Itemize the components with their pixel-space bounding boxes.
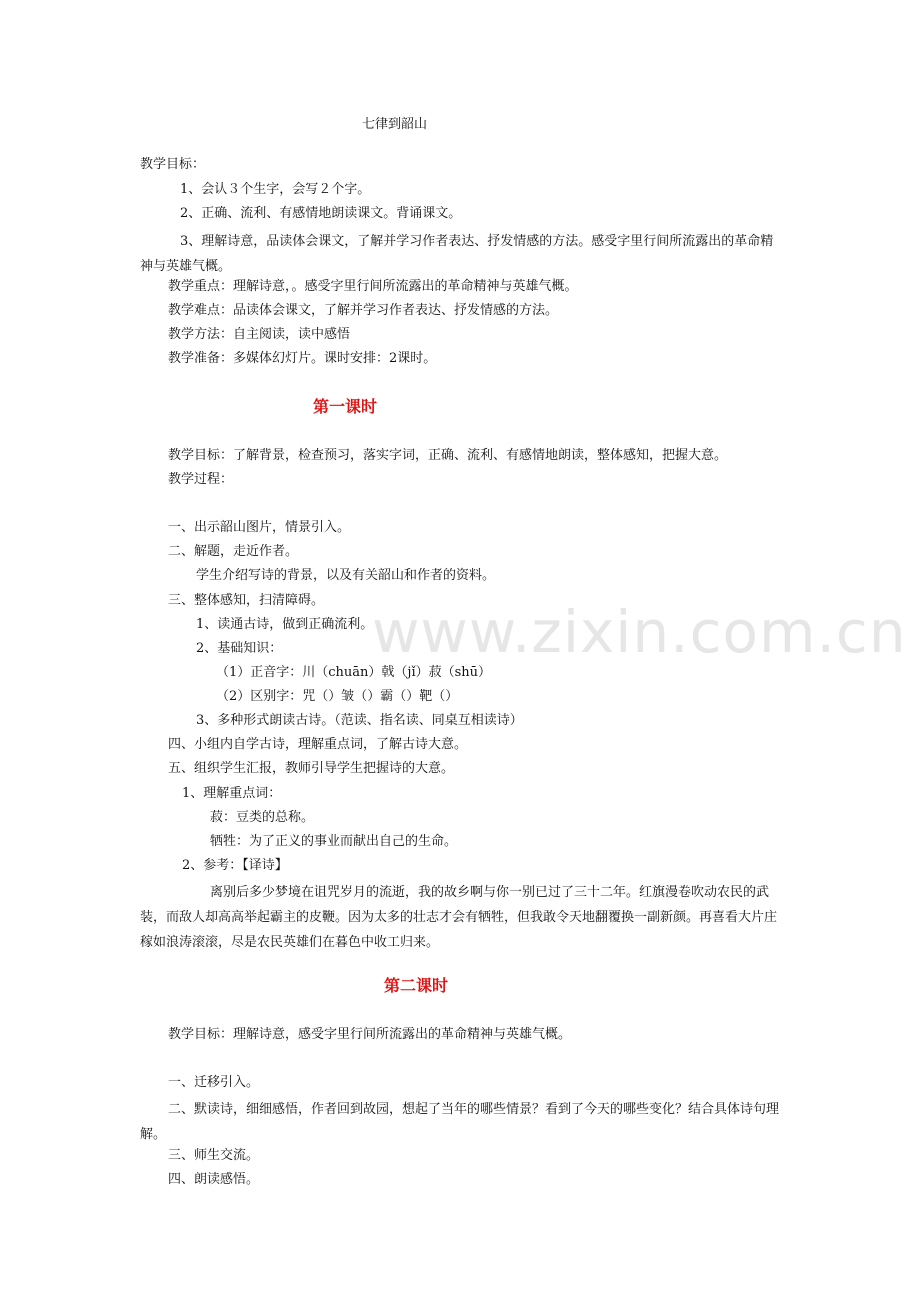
objective-item: 1、会认３个生字，会写２个字。: [180, 182, 371, 197]
process-step: 学生介绍写诗的背景，以及有关韶山和作者的资料。: [196, 568, 496, 583]
lesson-one-process-label: 教学过程：: [168, 472, 234, 487]
process-step: （1）正音字：川（chuān）戟（jǐ）菽（shū）: [216, 665, 492, 680]
process-step: 二、解题，走近作者。: [168, 544, 299, 559]
objective-item: 3、理解诗意，品读体会课文，了解并学习作者表达、抒发情感的方法。感受字里行间所流露出的革命精神与英雄气概。: [140, 234, 774, 274]
process-step: 菽：豆类的总称。: [210, 810, 315, 825]
objective-item: 2、正确、流利、有感情地朗读课文。背诵课文。: [180, 206, 462, 221]
teaching-method: 教学方法：自主阅读，读中感悟: [168, 327, 351, 342]
lesson-one-goal: 教学目标：了解背景，检查预习，落实字词，正确、流利、有感情地朗读，整体感知，把握大意。: [168, 448, 728, 463]
watermark-text: www.zixin.com.cn: [372, 598, 907, 666]
process-step: 牺牲：为了正义的事业而献出自己的生命。: [210, 834, 458, 849]
process-step: 四、小组内自学古诗，理解重点词，了解古诗大意。: [168, 737, 468, 752]
process-step: 1、读通古诗，做到正确流利。: [196, 617, 374, 632]
process-step: 三、师生交流。: [168, 1148, 260, 1163]
process-step: 五、组织学生汇报，教师引导学生把握诗的大意。: [168, 761, 455, 776]
process-step: 2、参考：【译诗】: [182, 858, 288, 873]
objectives-heading: 教学目标：: [140, 157, 206, 172]
process-step: 2、基础知识：: [196, 641, 283, 656]
process-step: 一、出示韶山图片，情景引入。: [168, 520, 351, 535]
process-step: 一、迁移引入。: [168, 1075, 260, 1090]
document-title: 七律到韶山: [362, 117, 428, 132]
lesson-two-goal: 教学目标：理解诗意，感受字里行间所流露出的革命精神与英雄气概。: [168, 1027, 572, 1042]
teaching-difficulty: 教学难点：品读体会课文，了解并学习作者表达、抒发情感的方法。: [168, 303, 559, 318]
process-step: 三、整体感知，扫清障碍。: [168, 593, 325, 608]
process-step: 3、多种形式朗读古诗。（范读、指名读、同桌互相读诗）: [196, 713, 523, 728]
process-step: 1、理解重点词：: [182, 786, 282, 801]
process-step: 二、默读诗，细细感悟，作者回到故园，想起了当年的哪些情景？看到了今天的哪些变化？结合具体诗句理解。: [140, 1102, 780, 1142]
teaching-focus: 教学重点：理解诗意，。感受字里行间所流露出的革命精神与英雄气概。: [168, 279, 578, 294]
lesson-two-heading: 第二课时: [384, 976, 449, 995]
teaching-preparation: 教学准备：多媒体幻灯片。课时安排：2课时。: [168, 351, 437, 366]
process-step: （2）区别字：咒（）皱（）霸（）靶（）: [216, 689, 459, 704]
process-step: 四、朗读感悟。: [168, 1172, 260, 1187]
poem-translation: 离别后多少梦境在诅咒岁月的流逝，我的故乡啊与你一别已过了三十二年。红旗漫卷吹动农民的武装，而敌人却高高举起霸主的皮鞭。因为太多的壮志才会有牺牲，但我敢令天地翻覆换一副新颜。再喜看大片庄稼如浪涛滚滚，尽是农民英雄们在暮色中收工归来。: [140, 885, 778, 950]
lesson-one-heading: 第一课时: [313, 397, 378, 416]
